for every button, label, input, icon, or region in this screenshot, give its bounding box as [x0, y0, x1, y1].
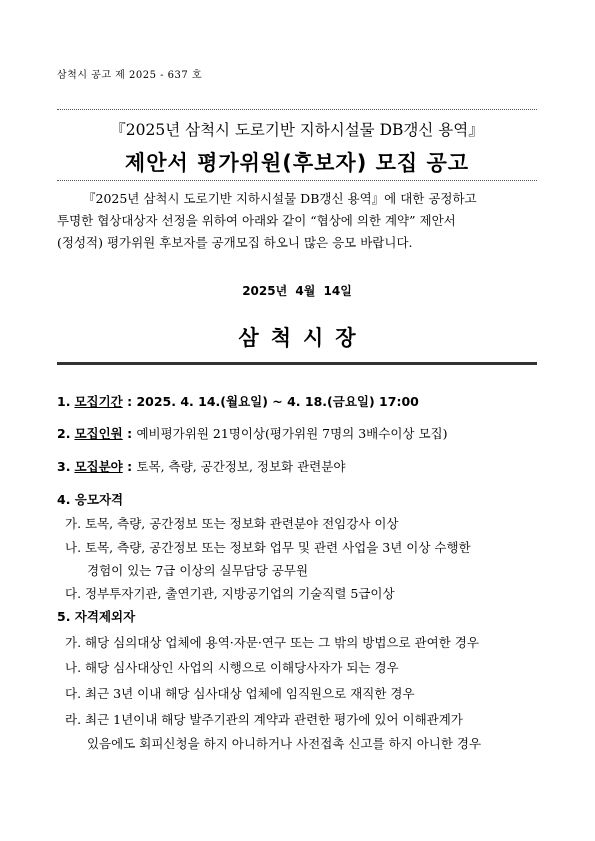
issuer-divider [57, 362, 537, 365]
top-dotted-divider [57, 109, 537, 110]
section-number: 2. [57, 426, 71, 441]
title-project-name: 『2025년 삼척시 도로기반 지하시설물 DB갱신 용역』 [110, 121, 484, 139]
intro-line: 『2025년 삼척시 도로기반 지하시설물 DB갱신 용역』에 대한 공정하고 [83, 191, 477, 206]
section-separator: : [122, 394, 137, 409]
issuer-name: 삼척시장 [238, 325, 368, 350]
section-recruit-period [57, 392, 419, 410]
section-value: 토목, 측량, 공간정보, 정보화 관련분야 [136, 459, 346, 474]
bottom-dotted-divider [57, 180, 537, 181]
qualification-item: 나. 토목, 측량, 공간정보 또는 정보화 업무 및 관련 사업을 3년 이상 수행한 [65, 540, 471, 555]
section-separator: : [122, 459, 137, 474]
section-number: 3. [57, 459, 71, 474]
section-value: 예비평가위원 21명이상(평가위원 7명의 3배수이상 모집) [136, 426, 448, 441]
exclusion-item: 라. 최근 1년이내 해당 발주기관의 계약과 관련한 평가에 있어 이해관계가 [65, 712, 463, 727]
section-separator: : [122, 426, 137, 441]
exclusion-item: 다. 최근 3년 이내 해당 심사대상 업체에 임직원으로 재직한 경우 [65, 686, 415, 701]
qualification-item-continuation: 경험이 있는 7급 이상의 실무담당 공무원 [87, 563, 309, 578]
title-notice: 제안서 평가위원(후보자) 모집 공고 [124, 151, 470, 175]
document-number: 삼척시 공고 제 2025 - 637 호 [57, 70, 203, 81]
qualification-item: 다. 정부투자기관, 출연기관, 지방공기업의 기술직렬 5급이상 [65, 586, 395, 601]
section-number: 1. [57, 394, 71, 409]
qualification-item: 가. 토목, 측량, 공간정보 또는 정보화 관련분야 전임강사 이상 [65, 516, 399, 531]
section-exclusions-heading: 5. 자격제외자 [57, 609, 136, 624]
notice-date: 2025년 4월 14일 [242, 284, 352, 298]
exclusion-item-continuation: 있음에도 회피신청을 하지 아니하거나 사전접촉 신고를 하지 아니한 경우 [87, 736, 482, 751]
section-label: 모집기간 [74, 394, 123, 409]
exclusion-item: 나. 해당 심사대상인 사업의 시행으로 이해당사자가 되는 경우 [65, 660, 399, 675]
intro-line: (정성적) 평가위원 후보자를 공개모집 하오니 많은 응모 바랍니다. [57, 235, 413, 250]
exclusion-item: 가. 해당 심의대상 업체에 용역·자문·연구 또는 그 밖의 방법으로 관여한 경우 [65, 635, 479, 650]
intro-line: 투명한 협상대상자 선정을 위하여 아래와 같이 “협상에 의한 계약” 제안서 [57, 213, 456, 228]
section-value: 2025. 4. 14.(월요일) ~ 4. 18.(금요일) 17:00 [136, 394, 419, 409]
section-label: 모집인원 [74, 426, 123, 441]
section-label: 모집분야 [74, 459, 123, 474]
intro-paragraph [57, 188, 539, 254]
section-qualifications-heading: 4. 응모자격 [57, 492, 124, 507]
section-recruit-field [57, 457, 345, 475]
section-recruit-count [57, 424, 448, 442]
